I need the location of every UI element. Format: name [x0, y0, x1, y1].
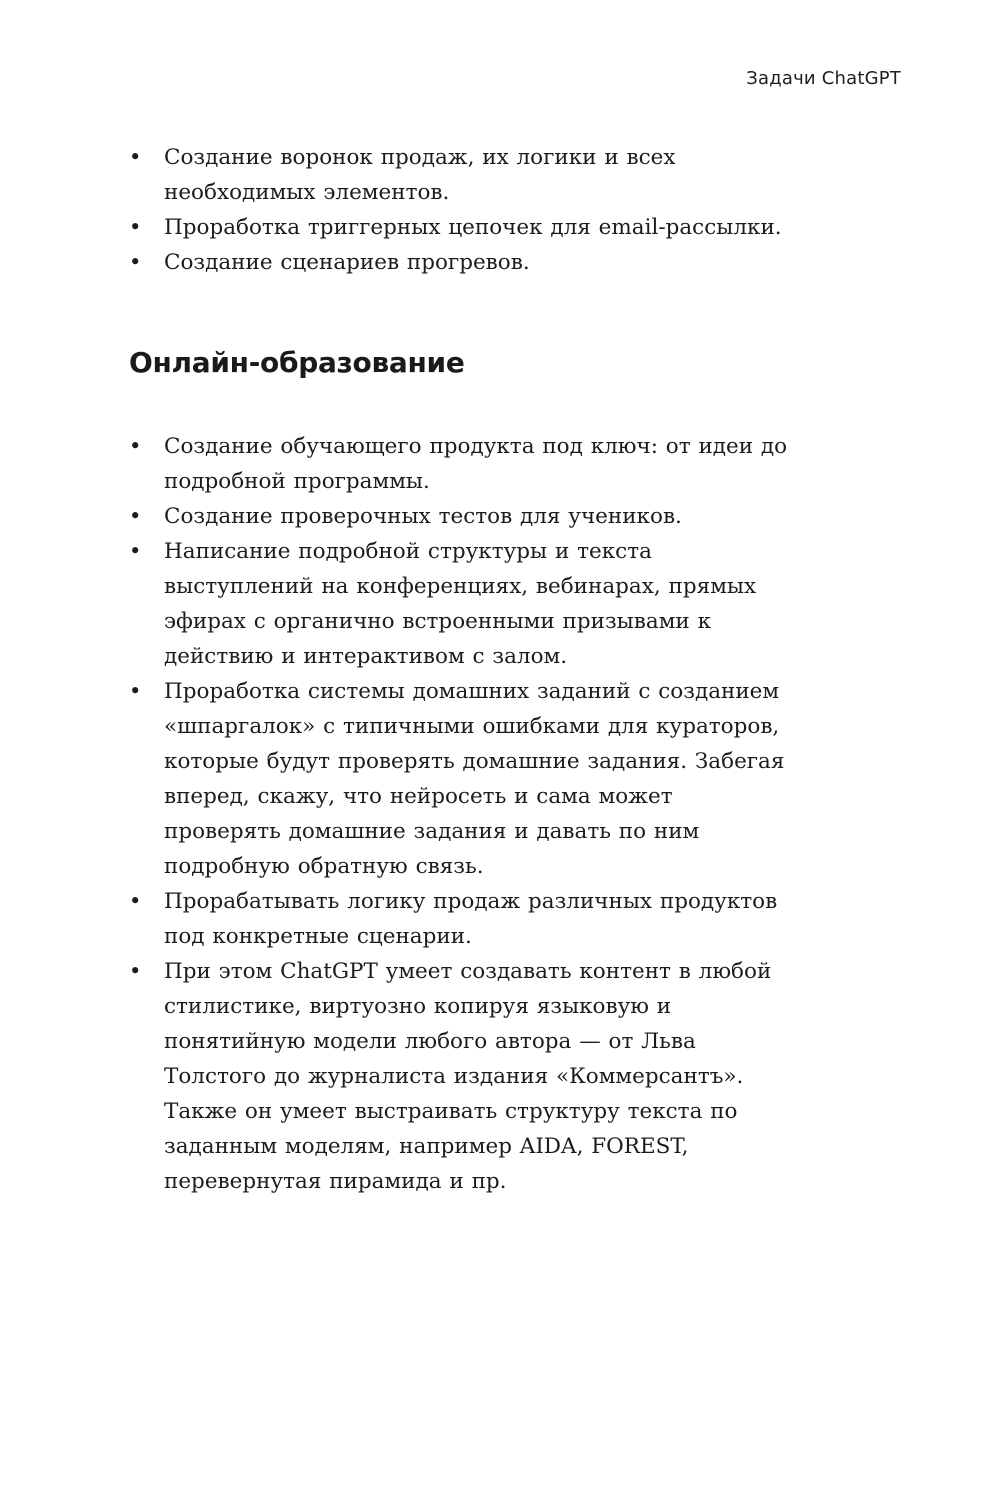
bullet-icon: •	[129, 145, 142, 169]
list-item-text: Прорабатывать логику продаж различных продуктов под конкретные сценарии.	[164, 889, 778, 949]
list-item	[129, 954, 791, 1199]
list-item	[129, 140, 791, 210]
list-item-text: Создание обучающего продукта под ключ: от идеи до подробной программы.	[164, 434, 788, 494]
list-item	[129, 210, 791, 245]
list-item-text: Проработка триггерных цепочек для email-рассылки.	[164, 215, 782, 240]
bullet-icon: •	[129, 215, 142, 239]
list-item-text: Создание сценариев прогревов.	[164, 250, 530, 275]
list-item	[129, 674, 791, 884]
bullet-icon: •	[129, 959, 142, 983]
list-item	[129, 245, 791, 280]
list-item-text: Создание проверочных тестов для учеников.	[164, 504, 682, 529]
running-header: Задачи ChatGPT	[746, 68, 901, 89]
list-item	[129, 534, 791, 674]
bullet-icon: •	[129, 679, 142, 703]
bullet-icon: •	[129, 539, 142, 563]
bullet-list-sales	[129, 140, 791, 280]
bullet-icon: •	[129, 250, 142, 274]
list-item-text: При этом ChatGPT умеет создавать контент в любой стилистике, виртуозно копируя языковую и понятийную модели любого автора — от Льва Толстого до журналиста издания «Коммерсантъ». Также он умеет выстраивать структуру текста по заданным моделям, например AIDA, FOREST, перевернутая пирамида и пр.	[164, 959, 772, 1194]
list-item-text: Создание воронок продаж, их логики и всех необходимых элементов.	[164, 145, 676, 205]
list-item-text: Написание подробной структуры и текста выступлений на конференциях, вебинарах, прямых эфирах с органично встроенными призывами к действию и интерактивом с залом.	[164, 539, 757, 669]
bullet-icon: •	[129, 889, 142, 913]
list-item	[129, 429, 791, 499]
page-body	[129, 140, 791, 1199]
bullet-icon: •	[129, 434, 142, 458]
section-heading: Онлайн-образование	[129, 346, 465, 379]
list-item-text: Проработка системы домашних заданий с созданием «шпаргалок» с типичными ошибками для кураторов, которые будут проверять домашние задания. Забегая вперед, скажу, что нейросеть и сама может проверять домашние задания и давать по ним подробную обратную связь.	[164, 679, 785, 879]
bullet-icon: •	[129, 504, 142, 528]
list-item	[129, 499, 791, 534]
list-item	[129, 884, 791, 954]
bullet-list-education	[129, 429, 791, 1199]
